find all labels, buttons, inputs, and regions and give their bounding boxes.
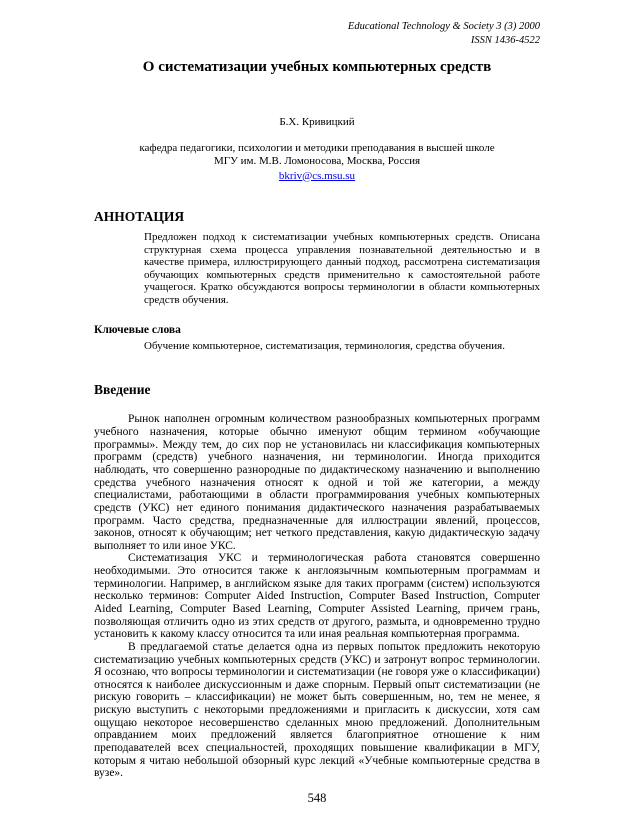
author-block xyxy=(94,116,540,183)
keywords-text: Обучение компьютерное, систематизация, терминология, средства обучения. xyxy=(144,339,505,352)
author-affiliation-department: кафедра педагогики, психологии и методики преподавания в высшей школе xyxy=(139,141,495,154)
author-email-line xyxy=(94,170,540,183)
introduction-paragraph-1: Рынок наполнен огромным количеством разнообразных компьютерных программ учебного назначения, которые обычно именуют общим термином «обучающие программы». Между тем, до сих пор не установилась ни классификация компьютерных программ (средств) учебного назначения, ни терминологии. Иногда приходится наблюдать, что совершенно разнородные по дидактическому назначению и выполнению средства учебного назначения относят к одной и той же категории, а между специалистами, работающими в области программирования учебных компьютерных средств (УКС) нет единого понимания дидактического назначения разрабатываемых программ. Часто средства, предназначенные для иллюстрации явлений, процессов, законов, относят к обучающим; нет четкого представления, какую дидактическую задачу выполняет то или иное УКС. xyxy=(94,413,540,552)
introduction-paragraph-2: Систематизация УКС и терминологическая работа становятся совершенно необходимыми. Это относится также к англоязычным компьютерным программам и терминологии. Например, в английском языке для таких программ (систем) используются несколько терминов: Computer Aided Instruction, Computer Based Instruction, Computer Aided Learning, Computer Based Learning, Computer Assisted Learning, причем грань, позволяющая отличить одно из этих средств от другого, размыта, и одновременно трудно установить к какому классу относится та или иная реальная компьютерная программа. xyxy=(94,552,540,641)
keywords-heading: Ключевые слова xyxy=(94,323,181,336)
journal-title-line: Educational Technology & Society 3 (3) 2000 xyxy=(347,21,540,32)
introduction-heading: Введение xyxy=(94,382,151,398)
abstract-text: Предложен подход к систематизации учебных компьютерных средств. Описана структурная схема процесса управления познавательной деятельностью и в качестве примера, иллюстрирующего данный подход, рассмотрена систематизация обучающих компьютерных средств применительно к самостоятельной работе учащегося. Кратко обсуждаются вопросы терминологии в области компьютерных средств обучения. xyxy=(144,230,540,307)
abstract-heading: АННОТАЦИЯ xyxy=(94,208,185,224)
journal-header xyxy=(94,20,540,47)
author-name: Б.Х. Кривицкий xyxy=(279,116,355,129)
paper-title: О систематизации учебных компьютерных средств xyxy=(142,59,492,76)
introduction-body xyxy=(94,413,540,780)
introduction-paragraph-3: В предлагаемой статье делается одна из первых попыток предложить некоторую систематизацию учебных компьютерных средств (УКС) и затронут вопрос терминологии. Я осознаю, что вопросы терминологии и систематизации (не говоря уже о классификации) относятся к наиболее дискуссионным и даже спорным. Первый опыт систематизации (не рискую говорить – классификации) не может быть совершенным, но, тем не менее, я рискую выступить с некоторыми предложениями и пригласить к дискуссии, хотя сам ощущаю некоторое несовершенство сделанных мною предложений. Дополнительным оправданием моих предложений является благоприятное отношение к ним преподавателей всех специальностей, проходящих повышение квалификации в МГУ, которым я читаю небольшой обзорный курс лекций «Учебные компьютерные средства в вузе». xyxy=(94,640,540,780)
journal-issn-line: ISSN 1436-4522 xyxy=(470,34,540,46)
author-email-link[interactable]: bkriv@cs.msu.su xyxy=(278,169,356,182)
author-affiliation-university: МГУ им. М.В. Ломоносова, Москва, Россия xyxy=(213,155,421,168)
page-number: 548 xyxy=(307,791,327,805)
